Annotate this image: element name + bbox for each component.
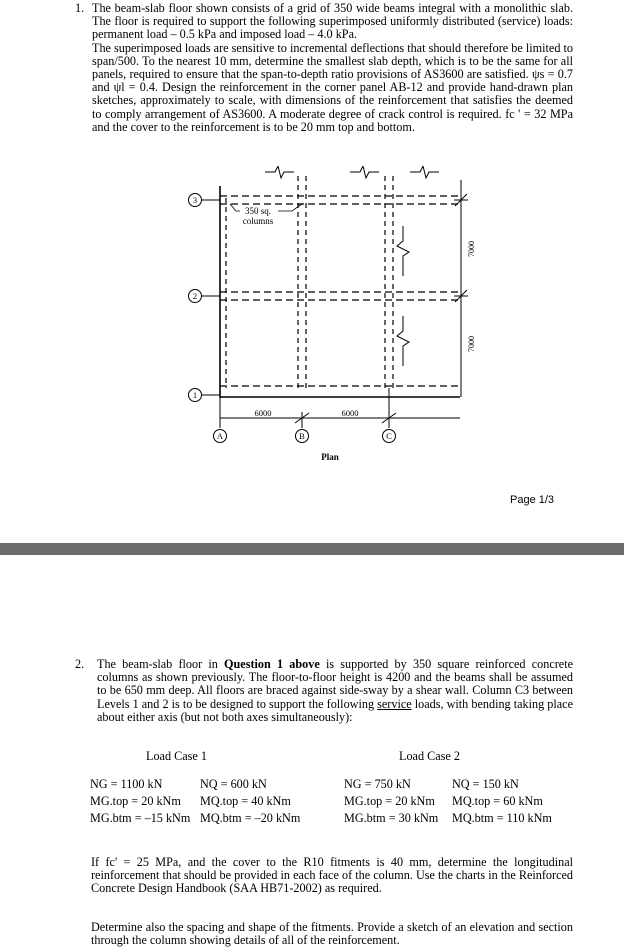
load-case-1-mq-btm: MQ.btm = –20 kNm: [200, 811, 301, 825]
question-2-number: 2.: [75, 657, 85, 671]
load-case-2-title: Load Case 2: [399, 749, 460, 763]
page-divider: [0, 543, 624, 555]
question-1-paragraph-2: The superimposed loads are sensitive to incremental deflections that should therefore be limited to span/500. To the nearest 10 mm, determine the smallest slab depth, which is to be the same for all panels, required to ensure that the span-to-depth ratio provisions of AS3600 are satisfied. ψs = 0.7 and ψl = 0.4. Design the reinforcement in the corner panel AB-12 and provide hand-drawn plan sketches, approximately to scale, with dimensions of the reinforcement that satisfies the deemed to comply arrangement of AS3600. A moderate degree of crack control is required. fc ' = 32 MPa and the cover to the reinforcement is to be 20 mm top and bottom.: [92, 40, 573, 134]
break-line-top-1: [265, 166, 294, 178]
question-2-fitments-paragraph: Determine also the spacing and shape of the fitments. Provide a sketch of an elevation and section through the column showing details of all of the reinforcement.: [91, 920, 573, 948]
grid-label-2: 2: [192, 291, 198, 301]
break-line-top-2: [350, 166, 379, 178]
load-case-2-mg-top: MG.top = 20 kNm: [344, 794, 435, 808]
question-1-paragraph-1: The beam-slab floor shown consists of a grid of 350 wide beams integral with a monolithic slab. The floor is required to support the following superimposed uniformly distributed (service) loads: permanent load – 0.5 kPa and imposed load – 4.0 kPa.: [92, 1, 573, 42]
load-case-1-ng: NG = 1100 kN: [90, 777, 163, 791]
break-line-top-3: [410, 166, 439, 178]
load-case-2-mg-btm: MG.btm = 30 kNm: [344, 811, 439, 825]
dimension-y-1: 7000: [467, 241, 476, 257]
grid-label-1: 1: [192, 390, 198, 400]
service-underlined: service: [377, 696, 412, 711]
load-case-1-mq-top: MQ.top = 40 kNm: [200, 794, 291, 808]
load-case-1-title: Load Case 1: [146, 749, 207, 763]
break-line-right-2: [397, 316, 409, 366]
page-2: [0, 555, 624, 948]
load-case-1-mg-btm: MG.btm = –15 kNm: [90, 811, 191, 825]
question-1-text: [92, 2, 573, 134]
column-label-line-2: columns: [242, 216, 274, 226]
column-label-leader-left: [230, 204, 240, 211]
floor-plan-drawing: [170, 166, 490, 466]
question-2-intro: The beam-slab floor in Question 1 above is supported by 350 square reinforced concrete columns as shown previously. The floor-to-floor height is 4200 and the beams shall be assumed to be 650 mm deep. All floors are braced against side-sway by a shear wall. Column C3 between Levels 1 and 2 is to be designed to support the following service loads, with bending taking place about either axis (but not both axes simultaneously):: [97, 657, 573, 724]
load-case-1-nq: NQ = 600 kN: [200, 777, 267, 791]
column-label-line-1: 350 sq.: [244, 206, 272, 216]
grid-label-b: B: [299, 431, 305, 441]
question-2-concrete-paragraph: If fc' = 25 MPa, and the cover to the R10 fitments is 40 mm, determine the longitudinal reinforcement that should be provided in each face of the column. Use the charts in the Reinforced Concrete Design Handbook (SAA HB71-2002) as required.: [91, 855, 573, 896]
dimension-x-2: 6000: [341, 408, 359, 418]
load-case-1-mg-top: MG.top = 20 kNm: [90, 794, 181, 808]
dimension-y-2: 7000: [467, 336, 476, 352]
plan-caption: Plan: [321, 452, 339, 462]
dimension-x-1: 6000: [254, 408, 272, 418]
break-line-right-1: [397, 226, 409, 276]
grid-label-a: A: [216, 431, 224, 441]
load-case-2-mq-btm: MQ.btm = 110 kNm: [452, 811, 552, 825]
load-case-2-nq: NQ = 150 kN: [452, 777, 519, 791]
question-1-reference: Question 1 above: [224, 657, 320, 671]
page-number-label: Page 1/3: [510, 494, 555, 506]
grid-label-3: 3: [192, 195, 198, 205]
load-case-2-ng: NG = 750 kN: [344, 777, 411, 791]
grid-label-c: C: [386, 431, 392, 441]
question-1-number: 1.: [75, 1, 85, 15]
load-case-2-mq-top: MQ.top = 60 kNm: [452, 794, 543, 808]
